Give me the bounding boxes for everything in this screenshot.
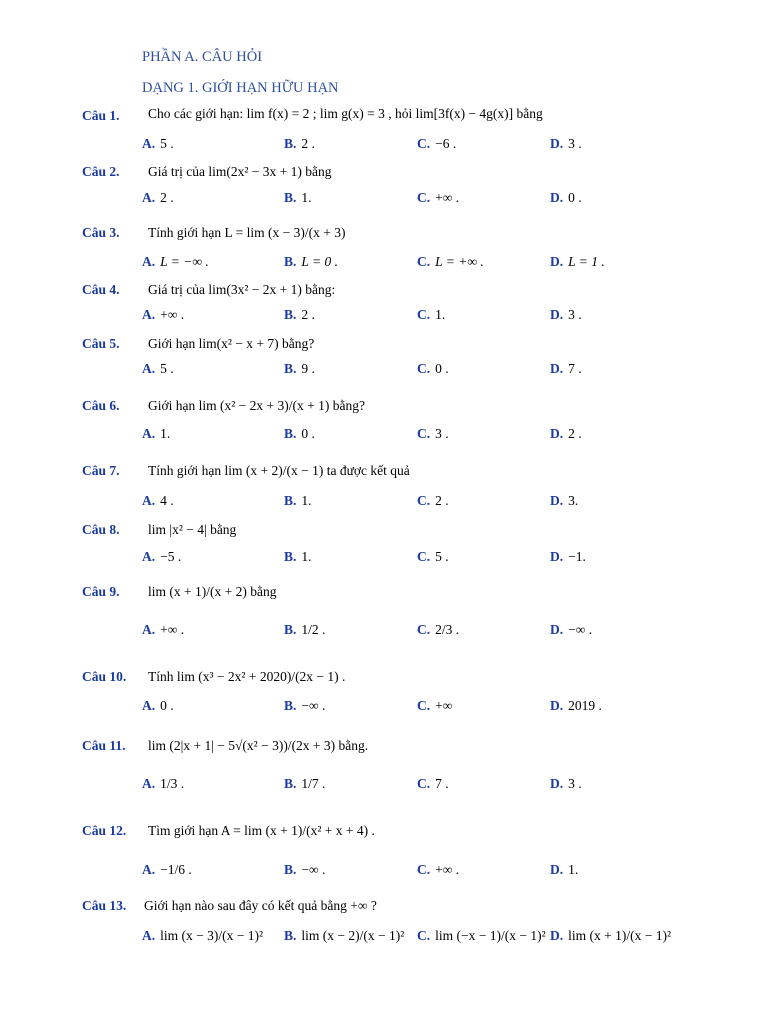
option-letter: B. xyxy=(284,776,297,791)
option-letter: C. xyxy=(417,493,431,508)
option-text: 1. xyxy=(568,862,579,877)
option-letter: A. xyxy=(142,361,156,376)
option-text: lim (x − 3)/(x − 1)² xyxy=(160,928,264,943)
section-heading: PHẦN A. CÂU HỎI xyxy=(142,49,263,65)
question-stem xyxy=(148,164,331,180)
option-letter: B. xyxy=(284,307,297,322)
option-text: 5 . xyxy=(160,136,174,151)
option-text: 7 . xyxy=(568,361,582,376)
question-number: Câu 2. xyxy=(82,164,120,179)
subsection-heading: DẠNG 1. GIỚI HẠN HỮU HẠN xyxy=(142,80,339,96)
option-letter: C. xyxy=(417,698,431,713)
option-d[interactable] xyxy=(550,862,578,878)
option-letter: A. xyxy=(142,698,156,713)
option-a[interactable] xyxy=(142,136,174,152)
option-letter: A. xyxy=(142,622,156,637)
option-c[interactable] xyxy=(417,928,546,944)
question-text: lim |x² − 4| bằng xyxy=(148,522,237,537)
question-text: Giới hạn lim(x² − x + 7) bằng? xyxy=(148,336,315,351)
option-letter: B. xyxy=(284,928,297,943)
option-text: 7 . xyxy=(435,776,449,791)
option-text: +∞ . xyxy=(435,190,460,205)
question-text: Tính lim (x³ − 2x² + 2020)/(2x − 1) . xyxy=(148,669,346,684)
question-stem xyxy=(148,463,410,479)
question-text: Giới hạn lim (x² − 2x + 3)/(x + 1) bằng? xyxy=(148,398,365,413)
option-a[interactable] xyxy=(142,361,174,377)
question-stem xyxy=(148,738,368,754)
option-text: −∞ . xyxy=(301,698,326,713)
option-letter: D. xyxy=(550,698,564,713)
option-letter: A. xyxy=(142,426,156,441)
option-b[interactable] xyxy=(284,776,325,792)
option-d[interactable] xyxy=(550,426,582,442)
option-letter: A. xyxy=(142,776,156,791)
option-letter: C. xyxy=(417,136,431,151)
option-letter: B. xyxy=(284,493,297,508)
option-letter: D. xyxy=(550,862,564,877)
question-number: Câu 3. xyxy=(82,225,120,240)
question-stem xyxy=(148,823,375,839)
question-number: Câu 1. xyxy=(82,108,120,123)
option-a[interactable] xyxy=(142,622,184,638)
option-letter: D. xyxy=(550,426,564,441)
option-letter: A. xyxy=(142,549,156,564)
option-b[interactable] xyxy=(284,928,404,944)
option-letter: A. xyxy=(142,928,156,943)
option-letter: B. xyxy=(284,698,297,713)
option-letter: D. xyxy=(550,928,564,943)
option-text: lim (−x − 1)/(x − 1)² xyxy=(435,928,546,943)
option-d[interactable] xyxy=(550,254,605,270)
option-d[interactable] xyxy=(550,493,578,509)
option-b[interactable] xyxy=(284,493,312,509)
option-letter: B. xyxy=(284,254,297,269)
option-letter: C. xyxy=(417,776,431,791)
option-c[interactable] xyxy=(417,776,449,792)
option-d[interactable] xyxy=(550,136,582,152)
option-letter: D. xyxy=(550,493,564,508)
option-b[interactable] xyxy=(284,190,312,206)
question-number: Câu 4. xyxy=(82,282,120,297)
option-text: −5 . xyxy=(160,549,182,564)
question-stem xyxy=(148,282,335,298)
option-text: 2/3 . xyxy=(435,622,460,637)
option-a[interactable] xyxy=(142,549,181,565)
option-letter: C. xyxy=(417,549,431,564)
option-letter: B. xyxy=(284,361,297,376)
option-letter: D. xyxy=(550,776,564,791)
question-number: Câu 10. xyxy=(82,669,127,684)
question-number: Câu 13. xyxy=(82,898,127,913)
option-b[interactable] xyxy=(284,698,325,714)
option-d[interactable] xyxy=(550,622,592,638)
option-text: 3 . xyxy=(568,307,582,322)
question-stem xyxy=(148,225,345,241)
option-text: 2 . xyxy=(435,493,449,508)
option-letter: C. xyxy=(417,426,431,441)
option-c[interactable] xyxy=(417,622,459,638)
option-letter: D. xyxy=(550,622,564,637)
option-c[interactable] xyxy=(417,361,449,377)
option-text: 1. xyxy=(301,549,312,564)
question-text: lim (2|x + 1| − 5√(x² − 3))/(2x + 3) bằng. xyxy=(148,738,369,753)
option-letter: C. xyxy=(417,190,431,205)
option-text: −∞ . xyxy=(301,862,326,877)
option-letter: C. xyxy=(417,361,431,376)
option-text: +∞ . xyxy=(160,622,185,637)
option-c[interactable] xyxy=(417,862,459,878)
option-d[interactable] xyxy=(550,776,582,792)
option-text: 1. xyxy=(301,493,312,508)
question-text: Giá trị của lim(3x² − 2x + 1) bằng: xyxy=(148,282,336,297)
question-stem xyxy=(148,106,543,122)
option-text: lim (x + 1)/(x − 1)² xyxy=(568,928,672,943)
option-text: L = +∞ . xyxy=(435,254,484,269)
option-letter: A. xyxy=(142,136,156,151)
option-text: L = 0 . xyxy=(301,254,339,269)
option-text: lim (x − 2)/(x − 1)² xyxy=(301,928,405,943)
option-letter: C. xyxy=(417,928,431,943)
question-stem xyxy=(148,522,236,538)
question-text: lim (x + 1)/(x + 2) bằng xyxy=(148,584,277,599)
option-text: −1/6 . xyxy=(160,862,192,877)
question-number: Câu 6. xyxy=(82,398,120,413)
question-text: Tìm giới hạn A = lim (x + 1)/(x² + x + 4) . xyxy=(148,823,375,838)
option-letter: A. xyxy=(142,190,156,205)
option-text: −1. xyxy=(568,549,586,564)
option-d[interactable] xyxy=(550,549,586,565)
option-b[interactable] xyxy=(284,361,315,377)
option-text: 1. xyxy=(301,190,312,205)
option-b[interactable] xyxy=(284,549,312,565)
option-c[interactable] xyxy=(417,493,449,509)
question-text: Giá trị của lim(2x² − 3x + 1) bằng xyxy=(148,164,332,179)
question-number: Câu 12. xyxy=(82,823,127,838)
option-text: 0 . xyxy=(301,426,315,441)
option-text: 1/2 . xyxy=(301,622,326,637)
option-c[interactable] xyxy=(417,698,452,714)
question-text: Giới hạn nào sau đây có kết quả bằng +∞ ? xyxy=(144,898,377,913)
question-stem xyxy=(148,669,345,685)
option-letter: A. xyxy=(142,493,156,508)
option-text: 1. xyxy=(435,307,446,322)
option-c[interactable] xyxy=(417,549,449,565)
option-letter: D. xyxy=(550,361,564,376)
option-text: 4 . xyxy=(160,493,174,508)
question-text: Tính giới hạn L = lim (x − 3)/(x + 3) xyxy=(148,225,346,240)
option-letter: B. xyxy=(284,862,297,877)
option-letter: C. xyxy=(417,307,431,322)
option-letter: B. xyxy=(284,136,297,151)
option-text: +∞ . xyxy=(160,307,185,322)
option-d[interactable] xyxy=(550,698,602,714)
option-text: 1. xyxy=(160,426,171,441)
option-text: L = 1 . xyxy=(568,254,605,269)
question-number: Câu 9. xyxy=(82,584,120,599)
option-letter: D. xyxy=(550,136,564,151)
option-letter: B. xyxy=(284,549,297,564)
option-text: 9 . xyxy=(301,361,315,376)
option-b[interactable] xyxy=(284,307,315,323)
question-stem xyxy=(148,398,365,414)
option-letter: B. xyxy=(284,190,297,205)
option-b[interactable] xyxy=(284,136,315,152)
option-text: 0 . xyxy=(568,190,582,205)
option-text: 2 . xyxy=(301,136,315,151)
option-d[interactable] xyxy=(550,307,582,323)
option-text: −6 . xyxy=(435,136,457,151)
option-a[interactable] xyxy=(142,928,263,944)
option-letter: D. xyxy=(550,307,564,322)
option-a[interactable] xyxy=(142,426,170,442)
option-c[interactable] xyxy=(417,307,445,323)
option-letter: D. xyxy=(550,190,564,205)
option-c[interactable] xyxy=(417,190,459,206)
option-text: 2 . xyxy=(160,190,174,205)
option-text: −∞ . xyxy=(568,622,593,637)
option-letter: C. xyxy=(417,622,431,637)
option-c[interactable] xyxy=(417,426,449,442)
option-a[interactable] xyxy=(142,862,192,878)
question-stem xyxy=(144,898,377,914)
option-d[interactable] xyxy=(550,928,671,944)
option-text: 1/7 . xyxy=(301,776,326,791)
option-c[interactable] xyxy=(417,136,456,152)
option-letter: A. xyxy=(142,307,156,322)
option-text: 2019 . xyxy=(568,698,602,713)
option-text: 3 . xyxy=(568,136,582,151)
option-text: 5 . xyxy=(160,361,174,376)
option-text: 3. xyxy=(568,493,579,508)
question-text: Cho các giới hạn: lim f(x) = 2 ; lim g(x) = 3 , hỏi lim[3f(x) − 4g(x)] bằng xyxy=(148,106,543,121)
question-stem xyxy=(148,336,314,352)
option-a[interactable] xyxy=(142,698,174,714)
option-letter: C. xyxy=(417,254,431,269)
option-a[interactable] xyxy=(142,190,174,206)
question-number: Câu 11. xyxy=(82,738,126,753)
option-d[interactable] xyxy=(550,361,582,377)
option-letter: D. xyxy=(550,254,564,269)
option-b[interactable] xyxy=(284,622,325,638)
question-text: Tính giới hạn lim (x + 2)/(x − 1) ta được kết quả xyxy=(148,463,410,478)
option-c[interactable] xyxy=(417,254,484,270)
option-a[interactable] xyxy=(142,307,184,323)
option-text: 0 . xyxy=(160,698,174,713)
question-number: Câu 5. xyxy=(82,336,120,351)
option-text: 2 . xyxy=(568,426,582,441)
option-text: 0 . xyxy=(435,361,449,376)
option-letter: B. xyxy=(284,426,297,441)
question-number: Câu 8. xyxy=(82,522,120,537)
question-stem xyxy=(148,584,276,600)
option-text: +∞ . xyxy=(435,862,460,877)
option-b[interactable] xyxy=(284,426,315,442)
option-text: L = −∞ . xyxy=(160,254,209,269)
option-a[interactable] xyxy=(142,776,184,792)
option-letter: A. xyxy=(142,254,156,269)
option-a[interactable] xyxy=(142,493,174,509)
option-text: 5 . xyxy=(435,549,449,564)
option-text: 2 . xyxy=(301,307,315,322)
option-letter: B. xyxy=(284,622,297,637)
option-a[interactable] xyxy=(142,254,209,270)
option-letter: D. xyxy=(550,549,564,564)
question-number: Câu 7. xyxy=(82,463,120,478)
option-text: 3 . xyxy=(568,776,582,791)
option-letter: C. xyxy=(417,862,431,877)
option-d[interactable] xyxy=(550,190,582,206)
option-text: 1/3 . xyxy=(160,776,185,791)
option-letter: A. xyxy=(142,862,156,877)
option-text: 3 . xyxy=(435,426,449,441)
option-b[interactable] xyxy=(284,862,325,878)
option-b[interactable] xyxy=(284,254,338,270)
option-text: +∞ xyxy=(435,698,453,713)
